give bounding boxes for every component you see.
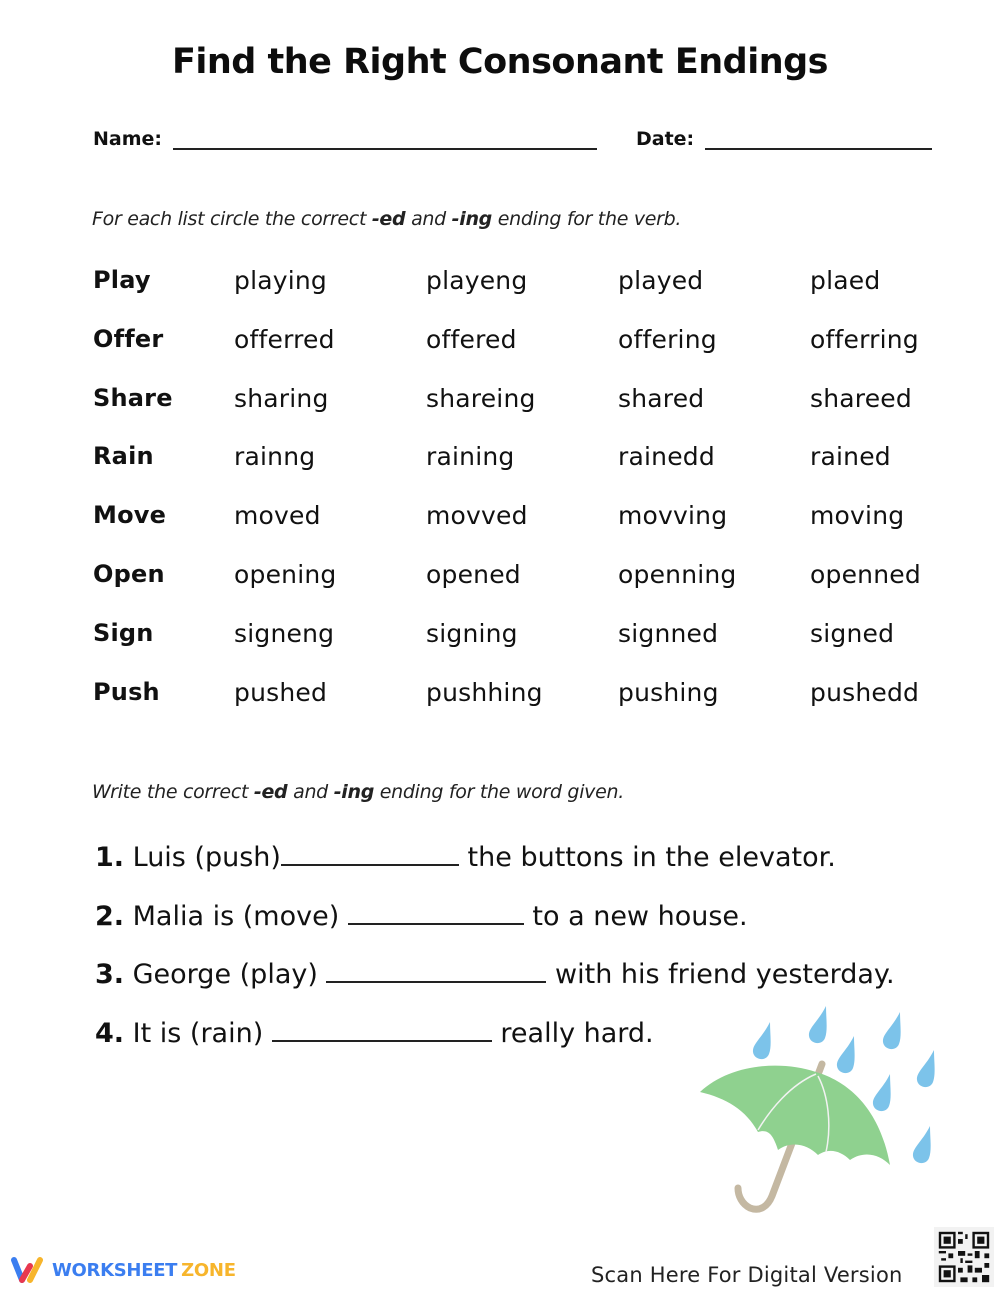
worksheet-zone-logo[interactable] [10, 1256, 236, 1284]
scan-caption: Scan Here For Digital Version [591, 1263, 903, 1287]
sentence-1 [95, 838, 895, 897]
option[interactable]: movved [426, 501, 528, 531]
sentence-2 [95, 897, 895, 956]
option[interactable]: signeng [234, 618, 335, 648]
answer-blank-1[interactable] [281, 838, 459, 866]
option[interactable]: offerring [810, 324, 919, 354]
option[interactable]: pushing [618, 677, 719, 707]
date-label: Date: [636, 128, 695, 150]
answer-blank-2[interactable] [348, 897, 524, 925]
option[interactable]: openning [618, 559, 737, 589]
verb-label: Push [93, 677, 160, 706]
verb-label: Move [93, 501, 167, 530]
sentence-prefix: Malia is (move) [124, 900, 348, 932]
sentence-number: 1. [95, 842, 125, 873]
option[interactable]: signing [426, 618, 518, 648]
sentence-suffix: with his friend yesterday. [546, 959, 895, 991]
sentence-suffix: really hard. [491, 1018, 654, 1050]
option[interactable]: signned [618, 618, 719, 648]
option[interactable]: shared [618, 383, 705, 413]
sentence-number: 2. [95, 900, 125, 932]
option[interactable]: rainng [234, 442, 316, 472]
name-field[interactable] [93, 126, 597, 150]
sentence-prefix: Luis (push) [124, 842, 281, 873]
instruction-text: and [287, 781, 334, 803]
worksheet-zone-logo-icon [10, 1256, 46, 1284]
sentence-suffix: the buttons in the elevator. [458, 842, 836, 873]
option[interactable]: played [618, 266, 704, 295]
option[interactable]: shareing [426, 383, 536, 413]
instruction-ing: -ing [333, 781, 375, 803]
umbrella-rain-illustration [690, 1000, 950, 1230]
option[interactable]: opened [426, 559, 521, 589]
option[interactable]: pushedd [810, 677, 920, 707]
verb-label: Open [93, 559, 165, 588]
verb-label: Offer [93, 324, 164, 353]
option[interactable]: pushed [234, 677, 328, 707]
date-field[interactable] [636, 126, 932, 150]
option[interactable]: signed [810, 618, 895, 648]
sentence-number: 3. [95, 959, 125, 991]
instruction-text: ending for the verb. [491, 208, 682, 230]
name-label: Name: [93, 128, 163, 150]
option[interactable]: shareed [810, 383, 912, 413]
option[interactable]: playing [234, 266, 327, 295]
instruction-ed: -ed [253, 781, 288, 803]
section1-instruction [92, 208, 681, 230]
answer-blank-4[interactable] [272, 1014, 492, 1042]
option[interactable]: moved [234, 501, 321, 531]
option[interactable]: rainedd [618, 442, 715, 472]
date-input-line[interactable] [705, 126, 932, 150]
instruction-ing: -ing [451, 208, 492, 230]
umbrella-canopy-icon [700, 1066, 890, 1165]
option[interactable]: offered [426, 324, 517, 354]
qr-code-icon[interactable] [934, 1227, 994, 1287]
option[interactable]: offerred [234, 324, 335, 354]
worksheet-title: Find the Right Consonant Endings [171, 42, 829, 82]
instruction-ed: -ed [371, 208, 406, 230]
option[interactable]: moving [810, 501, 905, 531]
sentence-prefix: It is (rain) [124, 1018, 272, 1050]
option[interactable]: offering [618, 324, 717, 354]
answer-blank-3[interactable] [326, 955, 546, 983]
verb-label: Play [93, 266, 151, 294]
logo-text-primary: WORKSHEET [52, 1259, 178, 1281]
option[interactable]: pushhing [426, 677, 543, 707]
instruction-text: For each list circle the correct [92, 208, 372, 230]
name-input-line[interactable] [173, 126, 597, 150]
section2-instruction [92, 781, 624, 803]
sentence-number: 4. [95, 1018, 125, 1050]
instruction-text: ending for the word given. [374, 781, 624, 803]
verb-label: Rain [93, 442, 154, 471]
instruction-text: and [405, 208, 452, 230]
sentence-prefix: George (play) [124, 959, 327, 991]
sentence-suffix: to a new house. [523, 900, 748, 932]
instruction-text: Write the correct [92, 781, 254, 803]
verb-label: Sign [93, 618, 154, 647]
option[interactable]: playeng [426, 266, 528, 295]
logo-text-secondary: ZONE [181, 1259, 236, 1281]
option[interactable]: opening [234, 559, 337, 589]
verb-label: Share [93, 383, 173, 412]
option[interactable]: plaed [810, 266, 881, 295]
option[interactable]: raining [426, 442, 515, 472]
option[interactable]: movving [618, 501, 728, 531]
option[interactable]: sharing [234, 383, 329, 413]
option[interactable]: rained [810, 442, 891, 472]
option[interactable]: openned [810, 559, 921, 589]
